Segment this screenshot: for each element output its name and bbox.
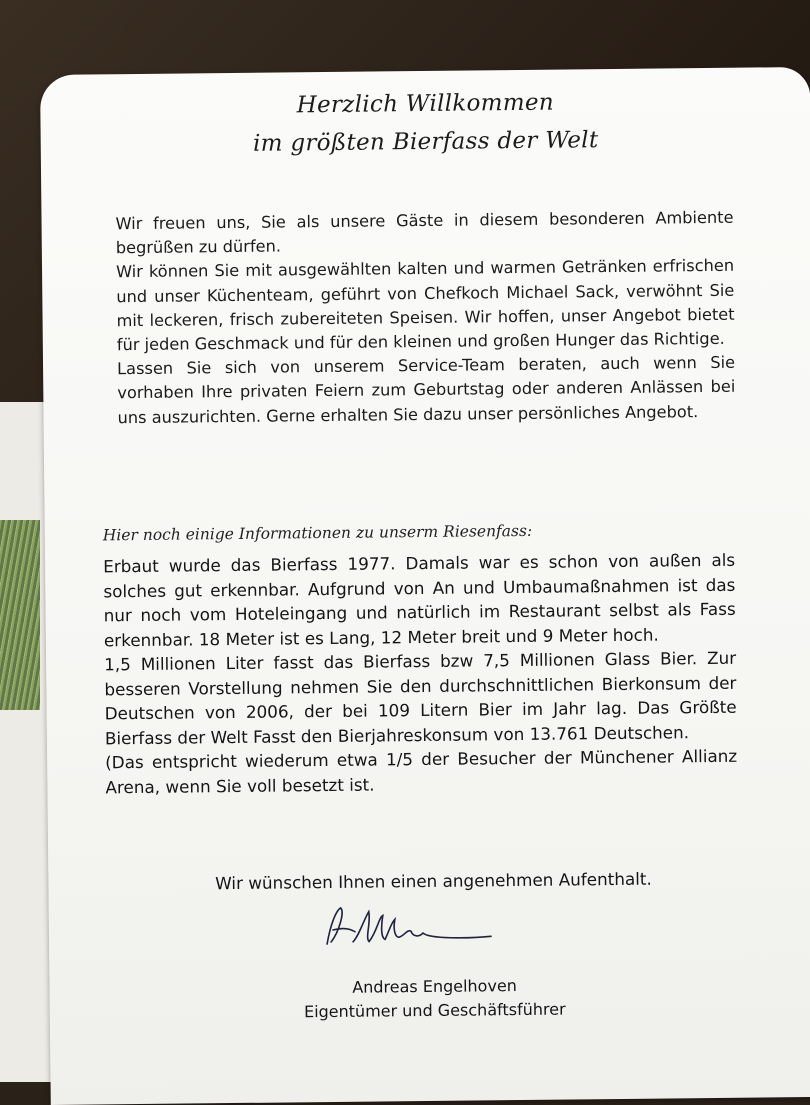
intro-text bbox=[115, 206, 735, 430]
signer-name: Andreas Engelhoven bbox=[352, 976, 517, 997]
info-text bbox=[103, 548, 738, 800]
title-line-2: im größten Bierfass der Welt bbox=[252, 127, 599, 157]
signer-role: Eigentümer und Geschäftsführer bbox=[303, 999, 566, 1022]
grass-decoration-left bbox=[0, 520, 40, 710]
info-heading: Hier noch einige Informationen zu unserm Riesenfass: bbox=[102, 521, 533, 545]
title-line-1: Herzlich Willkommen bbox=[296, 89, 555, 119]
welcome-card bbox=[40, 67, 810, 1105]
handwritten-signature bbox=[319, 900, 500, 952]
intro-paragraph: Lassen Sie sich von unserem Service-Team beraten, auch wenn Sie vorhaben Ihre privaten Feiern zum Geburtstag oder anderen Anlässen bei uns auszurichten. Gerne erhalten Sie dazu unser persönliches Angebot. bbox=[116, 352, 736, 427]
intro-paragraph: Wir können Sie mit ausgewählten kalten und warmen Getränken erfrischen und unser Küchenteam, geführt von Chefkoch Michael Sack, verwöhnt Sie mit leckeren, frisch zubereiteten Speisen. Wir hoffen, unser Angebot bietet für jeden Geschmack und für den kleinen und großen Hunger das Richtige. bbox=[115, 256, 735, 355]
info-paragraph: 1,5 Millionen Liter fasst das Bierfass bzw 7,5 Millionen Glass Bier. Zur besseren Vorstellung nehmen Sie den durchschnittlichen Bierkonsum der Deutschen von 2006, der bei 109 Litern Bier im Jahr lag. Das Größte Bierfass der Welt Fasst den Bierjahreskonsum von 13.761 Deutschen. bbox=[104, 647, 737, 748]
intro-paragraph: Wir freuen uns, Sie als unsere Gäste in diesem besonderen Ambiente begrüßen zu dürfen. bbox=[115, 207, 734, 258]
info-paragraph: Erbaut wurde das Bierfass 1977. Damals war es schon von außen als solches gut erkennbar. Aufgrund von An und Umbaumaßnahmen ist das nur noch vom Hoteleingang und natürlich im Restaurant selbst als Fass erkennbar. 18 Meter ist es Lang, 12 Meter breit und 9 Meter hoch. bbox=[103, 549, 736, 650]
info-paragraph: (Das entspricht wiederum etwa 1/5 der Besucher der Münchener Allianz Arena, wenn Sie voll besetzt ist. bbox=[105, 745, 738, 797]
closing-line: Wir wünschen Ihnen einen angenehmen Aufenthalt. bbox=[215, 868, 652, 894]
